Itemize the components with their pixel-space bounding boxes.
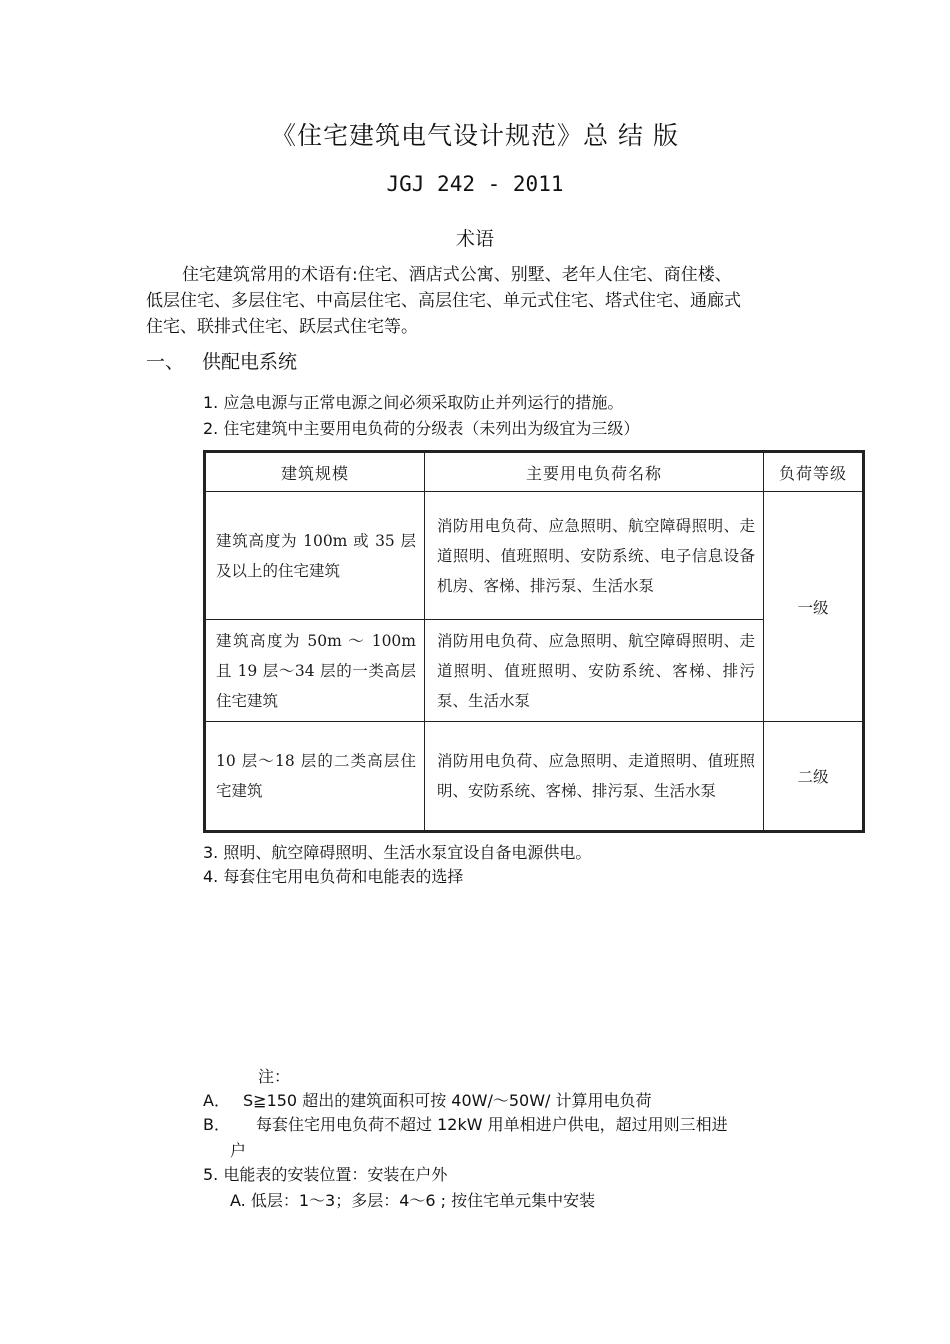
- section-heading-1: [146, 347, 297, 374]
- note-a-text: S≧150 超出的建筑面积可按 40W/～50W/ 计算用电负荷: [243, 1091, 652, 1110]
- terms-heading: 术语: [455, 228, 494, 250]
- note-b-continuation: 户: [230, 1141, 247, 1160]
- document-title: 《住宅建筑电气设计规范》总 结 版: [271, 121, 679, 150]
- col-header-level: 负荷等级: [764, 452, 864, 492]
- section-label: 供配电系统: [202, 351, 298, 373]
- note-a-mark: A．: [203, 1091, 230, 1110]
- cell-scale-text: 10 层～18 层的二类高层住宅建筑: [216, 752, 416, 800]
- terms-line-1: 住宅建筑常用的术语有:住宅、酒店式公寓、别墅、老年人住宅、商住楼、: [182, 265, 732, 285]
- cell-level: 二级: [764, 722, 864, 832]
- cell-loads-text: 消防用电负荷、应急照明、航空障碍照明、走道照明、值班照明、安防系统、客梯、排污泵、生活水泵: [437, 631, 755, 710]
- cell-scale: [205, 620, 425, 722]
- note-b-mark: B．: [203, 1115, 230, 1134]
- cell-loads: [425, 492, 764, 620]
- col-header-loads: 主要用电负荷名称: [425, 452, 764, 492]
- cell-level: 一级: [764, 492, 864, 722]
- cell-loads: [425, 722, 764, 832]
- col-header-scale: 建筑规模: [205, 452, 425, 492]
- note-b-text: 每套住宅用电负荷不超过 12kW 用单相进户供电，超过用则三相进: [256, 1115, 728, 1134]
- note-label: 注：: [258, 1067, 291, 1086]
- list-item-2: 2. 住宅建筑中主要用电负荷的分级表（未列出为级宜为三级）: [203, 419, 640, 438]
- cell-scale: [205, 722, 425, 832]
- cell-loads-text: 消防用电负荷、应急照明、航空障碍照明、走道照明、值班照明、安防系统、电子信息设备机房、客梯、排污泵、生活水泵: [437, 516, 755, 595]
- list-item-5a: A. 低层：1～3；多层：4～6 ; 按住宅单元集中安装: [230, 1191, 596, 1210]
- section-number: 一、: [146, 351, 185, 373]
- list-item-4: 4. 每套住宅用电负荷和电能表的选择: [203, 867, 464, 886]
- list-item-5: 5. 电能表的安装位置：安装在户外: [203, 1165, 448, 1184]
- cell-scale-text: 建筑高度为 100m 或 35 层及以上的住宅建筑: [216, 531, 416, 580]
- load-classification-table: [203, 450, 865, 833]
- cell-scale: [205, 492, 425, 620]
- list-item-1: 1. 应急电源与正常电源之间必须采取防止并列运行的措施。: [203, 393, 624, 412]
- cell-loads-text: 消防用电负荷、应急照明、走道照明、值班照明、安防系统、客梯、排污泵、生活水泵: [437, 752, 755, 800]
- terms-line-2: 低层住宅、多层住宅、中高层住宅、高层住宅、单元式住宅、塔式住宅、通廊式: [146, 291, 741, 311]
- terms-line-3: 住宅、联排式住宅、跃层式住宅等。: [146, 317, 418, 337]
- table-row: [205, 492, 864, 620]
- cell-loads: [425, 620, 764, 722]
- list-item-3: 3. 照明、航空障碍照明、生活水泵宜设自备电源供电。: [203, 843, 592, 862]
- cell-scale-text: 建筑高度为 50m ～ 100m 且 19 层～34 层的一类高层住宅建筑: [216, 631, 416, 710]
- standard-code: JGJ 242 - 2011: [386, 172, 564, 196]
- table-header-row: [205, 452, 864, 492]
- table-row: [205, 722, 864, 832]
